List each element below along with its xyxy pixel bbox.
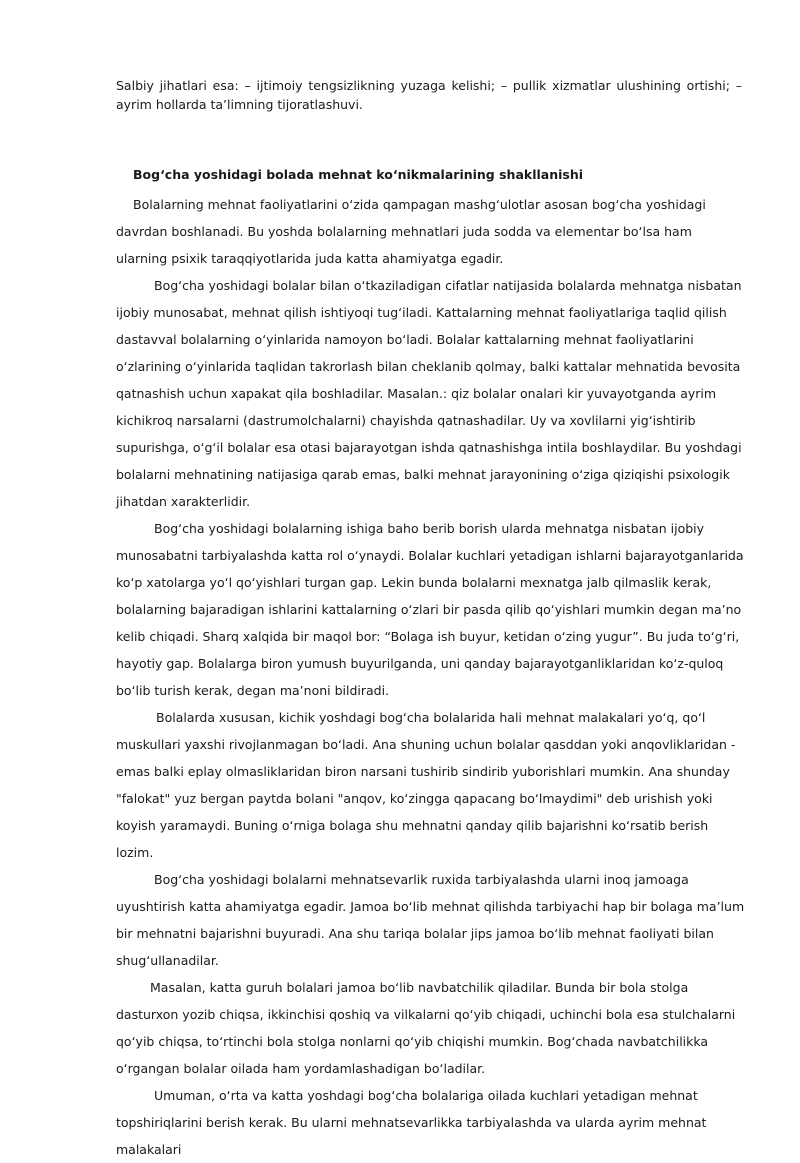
paragraph-7: Umuman, o‘rta va katta yoshdagi bog‘cha bolalariga oilada kuchlari yetadigan mehnat topshiriqlarini berish kerak. Bu ularni mehnatsevarlikka tarbiyalashda va ularda ayrim mehnat malakalari [116, 1088, 707, 1157]
paragraph-5: Bog‘cha yoshidagi bolalarni mehnatsevarlik ruxida tarbiyalashda ularni inoq jamoaga uyushtirish katta ahamiyatga egadir. Jamoa bo‘lib mehnat qilishda tarbiyachi hap bir bolaga ma’lum bir mehnatni bajarishni buyuradi. Ana shu tariqa bolalar jips jamoa bo‘lib mehnat faoliyati bilan shug‘ullanadilar. [116, 872, 745, 968]
paragraph-4: Bolalarda xususan, kichik yoshdagi bog‘cha bolalarida hali mehnat malakalari yo‘q, qo‘l muskullari yaxshi rivojlanmagan bo‘ladi. Ana shuning uchun bolalar qasddan yoki anqovliklaridan - emas balki eplay olmasliklaridan biron narsani tushirib sindirib yuborishlari mumkin. Ana shunday "falokat" yuz bergan paytda bolani "anqov, ko‘zingga qapacang bo‘lmaydimi" deb urishish yoki koyish yaramaydi. Buning o‘rniga bolaga shu mehnatni qanday qilib bajarishni ko‘rsatib berish lozim. [116, 710, 736, 860]
paragraph-3: Bog‘cha yoshidagi bolalarning ishiga baho berib borish ularda mehnatga nisbatan ijobiy munosabatni tarbiyalashda katta rol o‘ynaydi. Bolalar kuchlari yetadigan ishlarni bajarayotganlarida ko‘p xatolarga yo‘l qo‘yishlari turgan gap. Lekin bunda bolalarni mexnatga jalb qilmaslik kerak, bolalarning bajaradigan ishlarini kattalarning o‘zlari bir pasda qilib qo‘yishlari mumkin degan ma’no kelib chiqadi. Sharq xalqida bir maqol bor: “Bolaga ish buyur, ketidan o‘zing yugur”. Bu juda to‘g‘ri, hayotiy gap. Bolalarga biron yumush buyurilganda, uni qanday bajarayotganliklaridan ko‘z-quloq bo‘lib turish kerak, degan ma’noni bildiradi. [116, 521, 744, 698]
paragraph-1: Bolalarning mehnat faoliyatlarini o‘zida qampagan mashg‘ulotlar asosan bog‘cha yoshidagi davrdan boshlanadi. Bu yoshda bolalarning mehnatlari juda sodda va elementar bo‘lsa ham ularning psixik taraqqiyotlarida juda katta ahamiyatga egadir. [116, 197, 706, 266]
paragraph-6: Masalan, katta guruh bolalari jamoa bo‘lib navbatchilik qiladilar. Bunda bir bola stolga dasturxon yozib chiqsa, ikkinchisi qoshiq va vilkalarni qo‘yib chiqadi, uchinchi bola esa stulchalarni qo‘yib chiqsa, to‘rtinchi bola stolga nonlarni qo‘yib chiqishi mumkin. Bog‘chada navbatchilikka o‘rgangan bolalar oilada ham yordamlashadigan bo‘ladilar. [116, 980, 736, 1076]
intro-paragraph: Salbiy jihatlari esa: – ijtimoiy tengsizlikning yuzaga kelishi; – pullik xizmatlar ulushining ortishi; – ayrim hollarda ta’limning tijoratlashuvi. [116, 78, 742, 112]
paragraph-2: Bog‘cha yoshidagi bolalar bilan o‘tkaziladigan cifatlar natijasida bolalarda mehnatga nisbatan ijobiy munosabat, mehnat qilish ishtiyoqi tug‘iladi. Kattalarning mehnat faoliyatlariga taqlid qilish dastavval bolalarning o‘yinlarida namoyon bo‘ladi. Bolalar kattalarning mehnat faoliyatlarini o‘zlarining o‘yinlarida taqlidan takrorlash bilan cheklanib qolmay, balki kattalar mehnatida bevosita qatnashish uchun xapakat qila boshladilar. Masalan.: qiz bolalar onalari kir yuvayotganda ayrim kichikroq narsalarni (dastrumolchalarni) chayishda qatnashadilar. Uy va xovlilarni yig‘ishtirib supurishga, o‘g‘il bolalar esa otasi bajarayotgan ishda qatnashishga intila boshlaydilar. Bu yoshdagi bolalarni mehnatining natijasiga qarab emas, balki mehnat jarayonining o‘ziga qiziqishi psixologik jihatdan xarakterlidir. [116, 278, 742, 509]
section-title: Bog‘cha yoshidagi bolada mehnat ko‘nikmalarining shakllanishi [133, 167, 584, 182]
document-body [116, 191, 746, 1163]
